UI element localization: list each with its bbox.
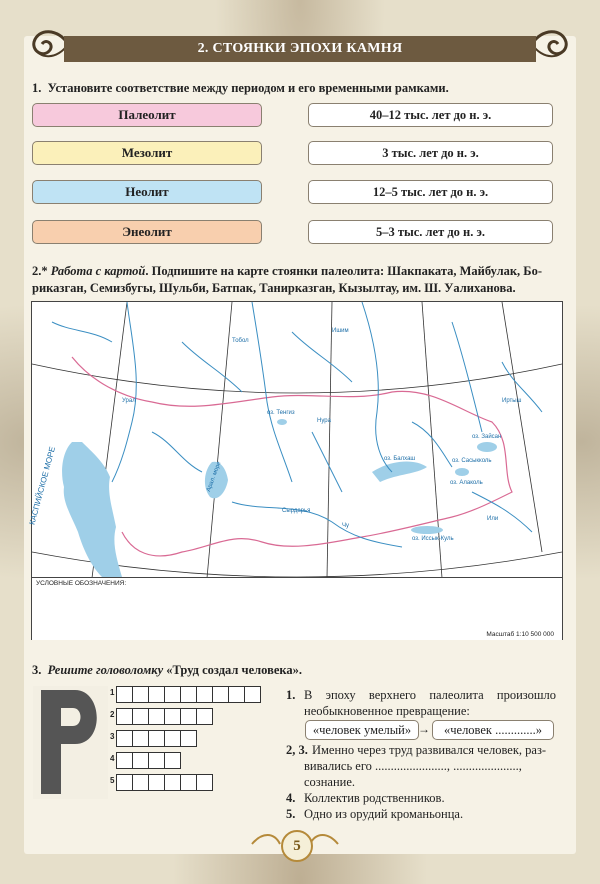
- crossword-cell[interactable]: [180, 730, 197, 747]
- crossword-cell[interactable]: [164, 730, 181, 747]
- row-number: 5: [110, 776, 115, 785]
- page-title: 2. СТОЯНКИ ЭПОХИ КАМНЯ: [64, 36, 536, 62]
- pill-homo-answer[interactable]: «человек .............»: [432, 720, 554, 740]
- outline-map[interactable]: [27, 301, 563, 640]
- task3-question: 3. Решите головоломку «Труд создал человека».: [32, 663, 303, 677]
- crossword-cell[interactable]: [180, 686, 197, 703]
- crossword-cell[interactable]: [164, 708, 181, 725]
- clue-23-line1: Именно через труд развивался человек, раз-: [312, 743, 547, 757]
- map-label-ishim: Ишим: [332, 328, 349, 334]
- crossword-cell[interactable]: [148, 774, 165, 791]
- crossword-cell[interactable]: [196, 686, 213, 703]
- puzzle-letter-panel: [33, 686, 108, 799]
- crossword-cell[interactable]: [132, 752, 149, 769]
- crossword-cell[interactable]: [116, 730, 133, 747]
- map-drawing: [27, 302, 562, 578]
- task2-question: 2.* Работа с картой. Подпишите на карте стоянки палеолита: Шакпаката, Майбулак, Бо- риказган, Семизбугы, Шульби, Батпак, Танирказган, Кызылтау, им. Ш. Уалиханова.: [32, 264, 542, 295]
- map-scale: Масштаб 1:10 500 000: [486, 631, 554, 638]
- legend-title: УСЛОВНЫЕ ОБОЗНАЧЕНИЯ:: [36, 580, 127, 587]
- map-label-tengiz: оз. Тенгиз: [267, 410, 295, 416]
- period-neolith[interactable]: Неолит: [32, 180, 262, 204]
- crossword-cell[interactable]: [116, 708, 133, 725]
- map-label-caspian: КАСПИЙСКОЕ МОРЕ: [27, 445, 58, 526]
- map-label-sasykkol: оз. Сасыкколь: [452, 458, 492, 464]
- clue-23-line2[interactable]: вивались его ......................., .....................,: [304, 759, 522, 773]
- map-label-zaisan: оз. Зайсан: [472, 434, 502, 440]
- task1-question: 1. Установите соответствие между периодом и его временными рамками.: [32, 81, 449, 95]
- crossword-cell[interactable]: [196, 708, 213, 725]
- crossword-cell[interactable]: [132, 730, 149, 747]
- map-label-ural: Урал: [122, 398, 136, 404]
- map-label-balkhash: оз. Балхаш: [384, 456, 416, 462]
- range-option-1[interactable]: 40–12 тыс. лет до н. э.: [308, 103, 553, 127]
- crossword-cell[interactable]: [164, 774, 181, 791]
- crossword-cell[interactable]: [148, 730, 165, 747]
- clue-23-number: 2, 3.: [286, 743, 308, 757]
- clue-4-number: 4.: [286, 791, 296, 805]
- clue-1-number: 1.: [286, 688, 296, 702]
- crossword-cell[interactable]: [180, 708, 197, 725]
- range-option-3[interactable]: 12–5 тыс. лет до н. э.: [308, 180, 553, 204]
- crossword-cell[interactable]: [180, 774, 197, 791]
- map-label-ili: Или: [487, 516, 499, 522]
- crossword-cell[interactable]: [212, 686, 229, 703]
- crossword-cell[interactable]: [116, 752, 133, 769]
- crossword-cell[interactable]: [132, 774, 149, 791]
- period-paleolith[interactable]: Палеолит: [32, 103, 262, 127]
- range-option-4[interactable]: 5–3 тыс. лет до н. э.: [308, 220, 553, 244]
- crossword-cell[interactable]: [148, 708, 165, 725]
- letter-p-icon: [33, 686, 108, 799]
- crossword-cell[interactable]: [148, 752, 165, 769]
- crossword-cell[interactable]: [132, 686, 149, 703]
- map-label-irtysh: Иртыш: [502, 398, 522, 404]
- row-number: 4: [110, 754, 115, 763]
- map-label-tobol: Тобол: [232, 338, 249, 344]
- pill-homo-habilis: «человек умелый»: [305, 720, 419, 740]
- clue-4-text: Коллектив родственников.: [304, 791, 445, 805]
- clue-1-line2: необыкновенное превращение:: [304, 704, 470, 718]
- map-label-chu: Чу: [342, 523, 349, 529]
- clue-1-line1: В эпоху верхнего палеолита произошло: [304, 688, 556, 702]
- clue-23-line3: сознание.: [304, 775, 356, 789]
- crossword-cell[interactable]: [244, 686, 261, 703]
- crossword-cell[interactable]: [196, 774, 213, 791]
- crossword-cell[interactable]: [228, 686, 245, 703]
- period-eneolith[interactable]: Энеолит: [32, 220, 262, 244]
- crossword-cell[interactable]: [164, 686, 181, 703]
- map-label-alakol: оз. Алаколь: [450, 480, 483, 486]
- map-legend: [32, 577, 562, 640]
- arrow-icon: →: [418, 722, 430, 736]
- row-number: 1: [110, 688, 115, 697]
- map-label-aral: Арал. море: [206, 460, 223, 493]
- map-label-syrdarya: Сырдарья: [282, 508, 311, 514]
- clue-5-number: 5.: [286, 807, 296, 821]
- clue-5-text: Одно из орудий кроманьонца.: [304, 807, 464, 821]
- crossword-cell[interactable]: [116, 686, 133, 703]
- row-number: 3: [110, 732, 115, 741]
- crossword-cell[interactable]: [164, 752, 181, 769]
- row-number: 2: [110, 710, 115, 719]
- period-mesolith[interactable]: Мезолит: [32, 141, 262, 165]
- page-number: 5: [281, 830, 313, 862]
- range-option-2[interactable]: 3 тыс. лет до н. э.: [308, 141, 553, 165]
- map-label-issykkul: оз. Иссык-Куль: [412, 536, 454, 542]
- crossword-cell[interactable]: [148, 686, 165, 703]
- map-label-nura: Нура: [317, 418, 331, 424]
- crossword-cell[interactable]: [132, 708, 149, 725]
- crossword-cell[interactable]: [116, 774, 133, 791]
